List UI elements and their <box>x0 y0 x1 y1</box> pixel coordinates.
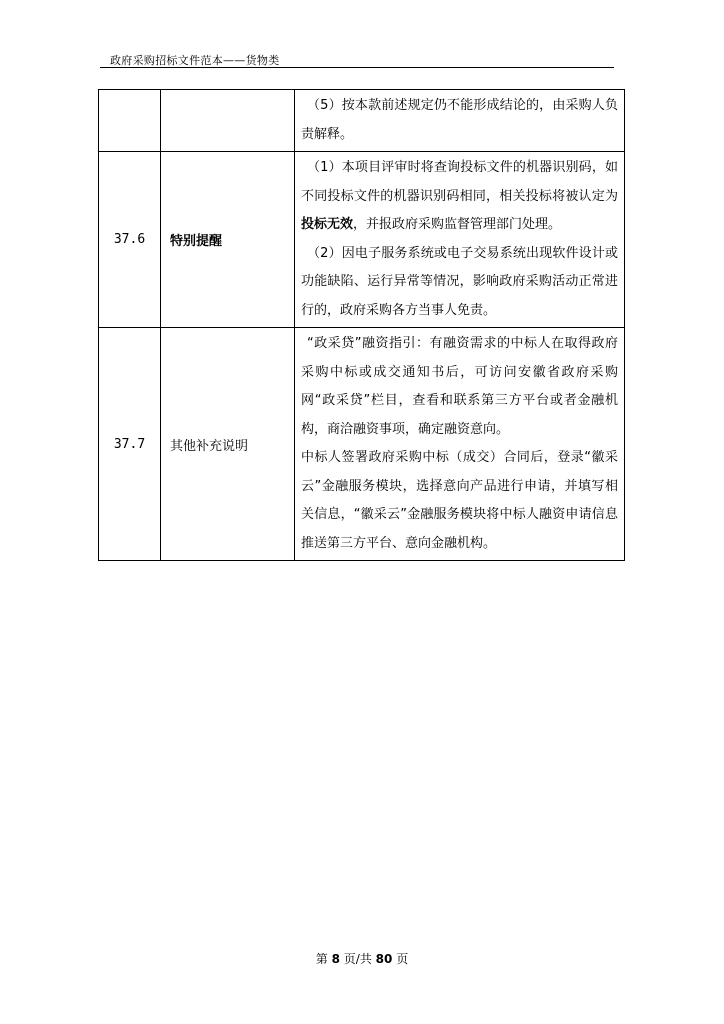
clause-table <box>98 89 625 561</box>
clause-content <box>295 152 625 328</box>
footer-prefix: 第 <box>315 952 332 966</box>
footer-middle: 页/共 <box>339 952 376 966</box>
clause-number: 37.6 <box>99 152 161 328</box>
clause-label: 其他补充说明 <box>161 328 295 561</box>
footer-suffix: 页 <box>392 952 409 966</box>
page-footer <box>0 950 724 967</box>
current-page-number: 8 <box>331 952 340 966</box>
clause-label: 特别提醒 <box>161 152 295 328</box>
clause-paragraph: 中标人签署政府采购中标（成交）合同后，登录“徽采云”金融服务模块，选择意向产品进行申请，并填写相关信息，“徽采云”金融服务模块将中标人融资申请信息推送第三方平台、意向金融机构。 <box>301 450 618 551</box>
clause-paragraph: “政采贷”融资指引：有融资需求的中标人在取得政府采购中标或成交通知书后，可访问安徽省政府采购网“政采贷”栏目，查看和联系第三方平台或者金融机构，商洽融资事项，确定融资意向。 <box>301 336 618 437</box>
document-header-title: 政府采购招标文件范本——货物类 <box>110 54 280 67</box>
clause-content <box>295 328 625 561</box>
table-row <box>99 328 625 561</box>
table-row <box>99 90 625 152</box>
emphasis-text: 投标无效 <box>301 217 354 232</box>
clause-content <box>295 90 625 152</box>
clause-text: ，并报政府采购监督管理部门处理。 <box>353 217 562 232</box>
table-row <box>99 152 625 328</box>
clause-paragraph <box>301 154 618 240</box>
header-divider <box>100 67 614 68</box>
clause-paragraph: （2）因电子服务系统或电子交易系统出现软件设计或功能缺陷、运行异常等情况，影响政府采购活动正常进行的，政府采购各方当事人免责。 <box>301 245 618 318</box>
clause-label <box>161 90 295 152</box>
clause-paragraph: （5）按本款前述规定仍不能形成结论的，由采购人负责解释。 <box>301 98 618 142</box>
clause-number: 37.7 <box>99 328 161 561</box>
clause-number <box>99 90 161 152</box>
clause-text: （1）本项目评审时将查询投标文件的机器识别码，如不同投标文件的机器识别码相同，相关投标将被认定为 <box>301 160 618 204</box>
total-page-count: 80 <box>375 952 393 966</box>
